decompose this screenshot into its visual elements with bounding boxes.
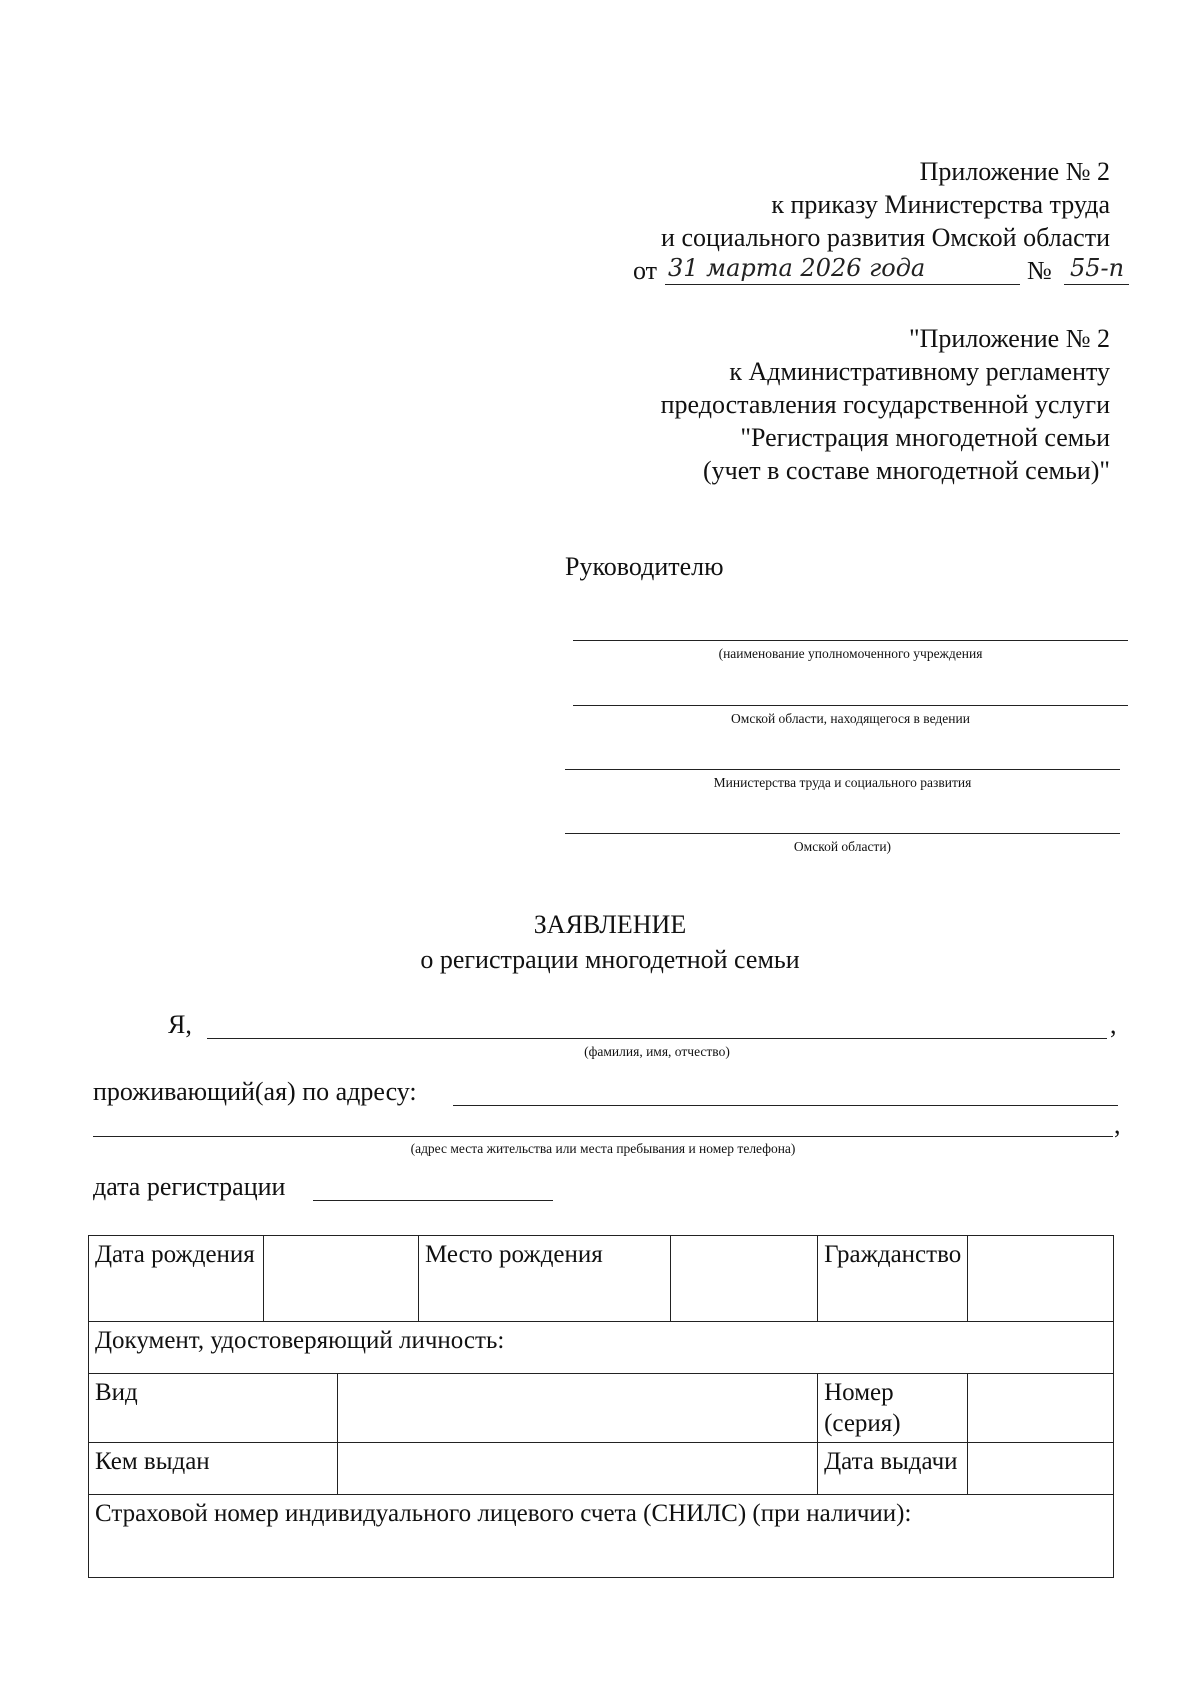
birth-date-field[interactable] (264, 1236, 419, 1322)
birth-date-label: Дата рождения (89, 1236, 264, 1322)
address-comma: , (1114, 1110, 1121, 1139)
birth-place-label: Место рождения (418, 1236, 670, 1322)
addressee-caption-2: Омской области, находящегося в ведении (731, 711, 970, 726)
citizenship-field[interactable] (968, 1236, 1114, 1322)
id-document-label: Документ, удостоверяющий личность: (89, 1322, 1114, 1374)
applicant-i-label: Я, (168, 1010, 192, 1039)
addressee-caption-1: (наименование уполномоченного учреждения (718, 646, 983, 661)
doc-number-label: Номер (серия) (818, 1374, 968, 1443)
handwritten-date: 31 марта 2026 года (668, 254, 926, 282)
ministry-name: и социального развития Омской области (661, 223, 1110, 252)
addressee-line-4 (565, 833, 1120, 834)
address-caption: (адрес места жительства или места пребывания и номер телефона) (410, 1141, 796, 1156)
table-row (89, 1374, 1114, 1443)
issue-date-field[interactable] (968, 1443, 1114, 1495)
doc-type-field[interactable] (338, 1374, 818, 1443)
document-title: ЗАЯВЛЕНИЕ (533, 910, 687, 939)
reg-line-2: к Административному регламенту (729, 357, 1110, 386)
issue-date-label: Дата выдачи (818, 1443, 968, 1495)
table-row (89, 1236, 1114, 1322)
handwritten-number: 55-п (1070, 254, 1125, 282)
date-from-label: от (633, 256, 658, 285)
fio-comma: , (1110, 1010, 1117, 1039)
table-row (89, 1495, 1114, 1578)
reg-date-label: дата регистрации (93, 1172, 286, 1201)
table-row (89, 1443, 1114, 1495)
reg-line-4: "Регистрация многодетной семьи (740, 423, 1110, 452)
number-underline (1064, 284, 1129, 285)
address-line-1 (453, 1105, 1118, 1106)
number-label: № (1027, 256, 1052, 285)
address-label: проживающий(ая) по адресу: (93, 1077, 417, 1106)
birth-place-field[interactable] (670, 1236, 818, 1322)
reg-date-line (313, 1200, 553, 1201)
issued-by-field[interactable] (338, 1443, 818, 1495)
addressee-caption-3: Министерства труда и социального развития (713, 775, 972, 790)
addressee-caption-4: Омской области) (793, 839, 892, 854)
doc-number-field[interactable] (968, 1374, 1114, 1443)
addressee-label: Руководителю (565, 552, 724, 581)
date-underline (665, 284, 1020, 285)
fio-line (207, 1038, 1107, 1039)
snils-label: Страховой номер индивидуального лицевого счета (СНИЛС) (при наличии): (89, 1495, 1114, 1578)
addressee-line-1 (573, 640, 1128, 641)
citizenship-label: Гражданство (818, 1236, 968, 1322)
table-row (89, 1322, 1114, 1374)
order-reference: к приказу Министерства труда (771, 190, 1110, 219)
reg-line-3: предоставления государственной услуги (660, 390, 1110, 419)
document-subtitle: о регистрации многодетной семьи (420, 945, 800, 974)
personal-data-table (88, 1235, 1114, 1578)
reg-appendix-title: "Приложение № 2 (909, 324, 1110, 353)
addressee-line-3 (565, 769, 1120, 770)
fio-caption: (фамилия, имя, отчество) (584, 1044, 730, 1059)
addressee-line-2 (573, 705, 1128, 706)
address-line-2 (93, 1136, 1113, 1137)
doc-type-label: Вид (89, 1374, 338, 1443)
appendix-title: Приложение № 2 (919, 157, 1110, 186)
reg-line-5: (учет в составе многодетной семьи)" (702, 456, 1110, 485)
issued-by-label: Кем выдан (89, 1443, 338, 1495)
